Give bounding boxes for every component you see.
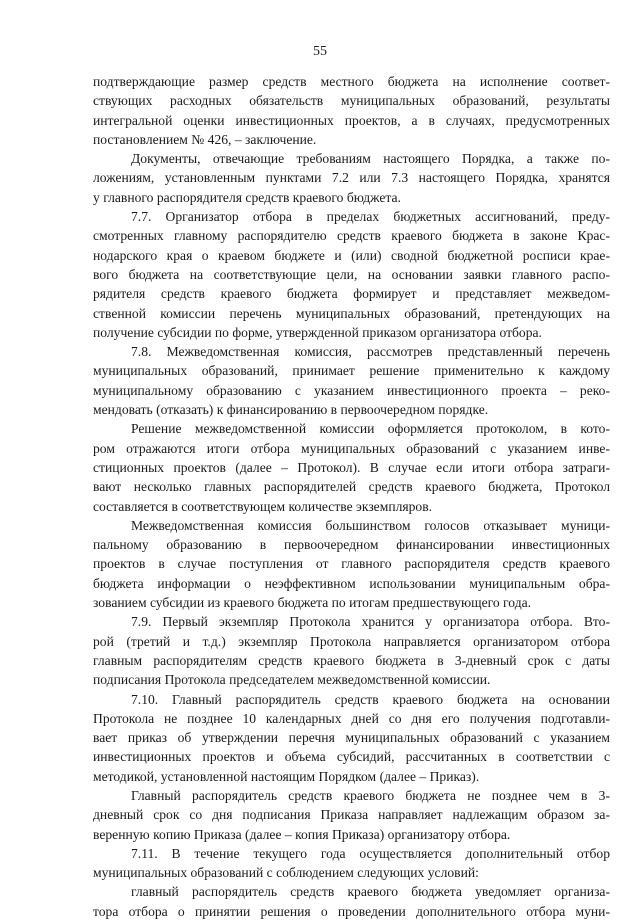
text-line: Межведомственная комиссия большинством голосов отказывает муници- [131, 517, 610, 533]
text-line: 7.11. В течение текущего года осуществляется дополнительный отбор [131, 845, 610, 861]
text-line: главный распорядитель средств краевого бюджета уведомляет организа- [131, 884, 610, 900]
text-line: мендовать (отказать) к финансированию в первоочередном порядке. [93, 402, 489, 418]
text-line: Главный распорядитель средств краевого бюджета не позднее чем в 3- [131, 787, 610, 803]
text-line: 7.9. Первый экземпляр Протокола хранится у организатора отбора. Вто- [131, 614, 610, 630]
text-line: составляется в соответствующем количестве экземпляров. [93, 498, 433, 514]
text-line: проектов в случае поступления от главного распорядителя средств краевого [93, 556, 610, 572]
text-line: тора отбора о принятии решения о проведении дополнительного отбора муни- [93, 903, 610, 919]
text-line: ствующих расходных обязательств муниципальных образований, результаты [93, 93, 610, 109]
page-number: 55 [313, 44, 327, 59]
text-line: Решение межведомственной комиссии оформляется протоколом, в кото- [131, 421, 610, 437]
text-line: получение субсидии по форме, утвержденной приказом организатора отбора. [93, 324, 542, 340]
text-line: постановлением № 426, – заключение. [93, 131, 317, 147]
text-line: дневный срок со дня подписания Приказа направляет надлежащим образом за- [93, 807, 610, 823]
text-line: пальному образованию в первоочередном финансировании инвестиционных [93, 537, 610, 553]
text-line: подписания Протокола председателем межведомственной комиссии. [93, 672, 491, 688]
text-line: рядителя средств краевого бюджета формирует и представляет межведом- [93, 286, 610, 302]
text-line: зованием субсидии из краевого бюджета по итогам предшествующего года. [93, 595, 532, 611]
document-body [93, 72, 610, 921]
text-line: ром отражаются итоги отбора муниципальных образований с указанием инве- [93, 440, 610, 456]
text-line: 7.10. Главный распорядитель средств краевого бюджета на основании [131, 691, 610, 707]
text-line: вает приказ об утверждении перечня муниципальных образований с указанием [93, 730, 610, 746]
text-line: веренную копию Приказа (далее – копия Приказа) организатору отбора. [93, 826, 511, 842]
text-line: вают несколько главных распорядителей средств краевого бюджета, Протокол [93, 479, 610, 495]
text-line: муниципальному образованию с указанием инвестиционного проекта – реко- [93, 382, 610, 398]
text-line: методикой, установленной настоящим Порядком (далее – Приказ). [93, 768, 480, 784]
text-line: 7.8. Межведомственная комиссия, рассмотрев представленный перечень [131, 344, 610, 360]
text-line: подтверждающие размер средств местного бюджета на исполнение соответ- [93, 74, 610, 89]
text-line: у главного распорядителя средств краевого бюджета. [93, 189, 401, 205]
text-line: 7.7. Организатор отбора в пределах бюджетных ассигнований, преду- [131, 209, 610, 225]
text-line: Документы, отвечающие требованиям настоящего Порядка, а также по- [131, 151, 610, 167]
text-line: рой (третий и т.д.) экземпляр Протокола направляется организатором отбора [93, 633, 610, 649]
text-line: нодарского края о краевом бюджете и (или) сводной бюджетной росписи крае- [93, 247, 610, 263]
text-line: муниципальных образований, принимает решение применительно к каждому [93, 363, 610, 379]
text-line: инвестиционных проектов и объема субсидий, рассчитанных в соответствии с [93, 749, 610, 765]
text-line: муниципальных образований с соблюдением следующих условий: [93, 865, 479, 881]
text-line: главным распорядителям средств краевого бюджета в 3-дневный срок с даты [93, 652, 610, 668]
text-line: интегральной оценки инвестиционных проектов, а в случаях, предусмотренных [93, 112, 610, 128]
text-line: Протокола не позднее 10 календарных дней со дня его получения подготавли- [93, 710, 610, 726]
text-line: стиционных проектов (далее – Протокол). В случае если итоги отбора затраги- [93, 459, 610, 475]
text-line: бюджета информации о неэффективном использовании муниципальным обра- [93, 575, 610, 591]
text-line: ложениям, установленным пунктами 7.2 или 7.3 настоящего Порядка, хранятся [93, 170, 610, 186]
text-line: вого бюджета на соответствующие цели, на основании заявки главного распо- [93, 266, 610, 282]
text-line: смотренных главному распорядителю средств краевого бюджета в законе Крас- [93, 228, 610, 244]
text-line: ственной комиссии перечень муниципальных образований, претендующих на [93, 305, 610, 321]
